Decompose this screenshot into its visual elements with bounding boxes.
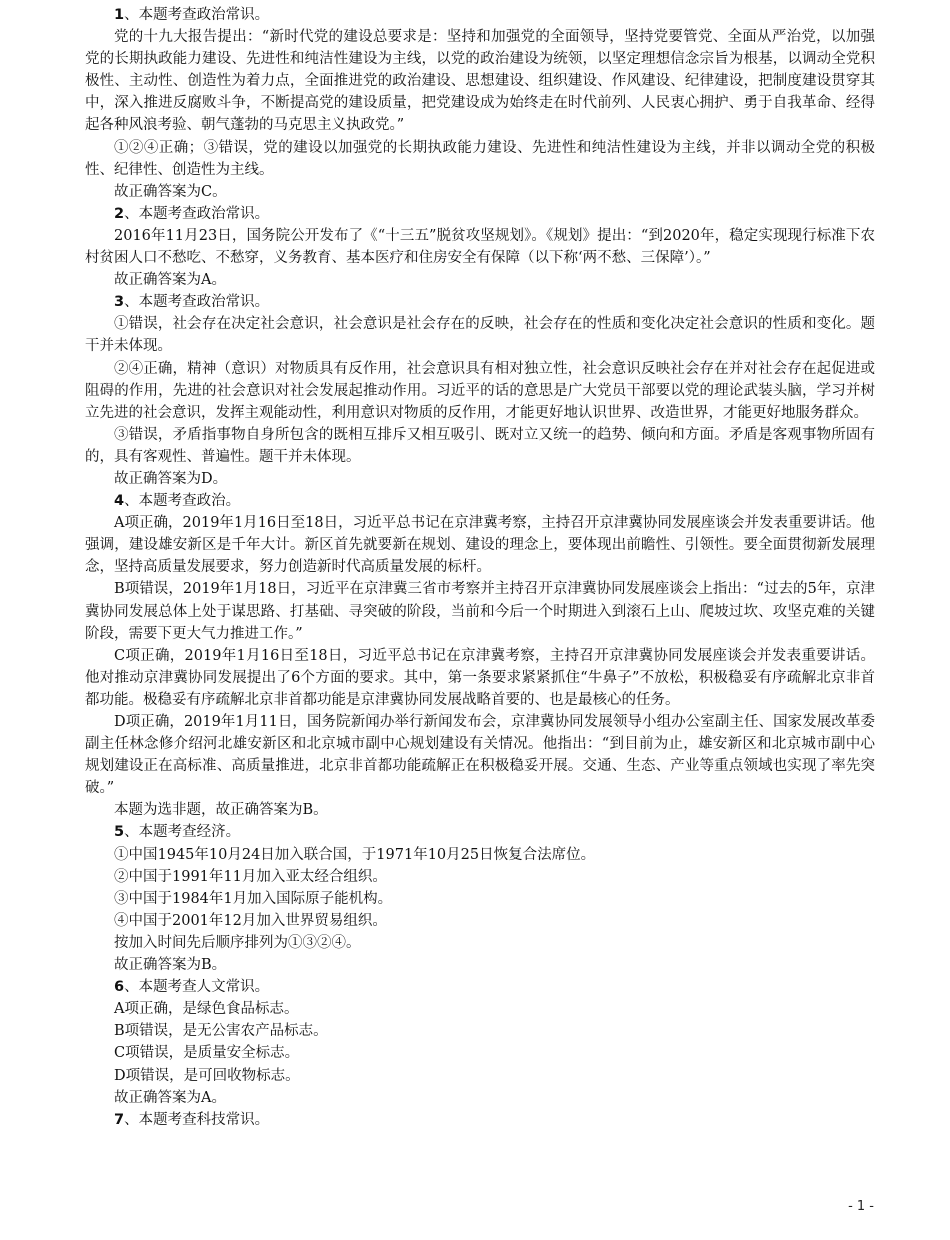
answer-line: 故正确答案为A。 — [114, 272, 226, 289]
answer-line: 故正确答案为B。 — [114, 957, 227, 974]
paragraph: ②④正确，精神（意识）对物质具有反作用，社会意识具有相对独立性，社会意识反映社会存在并对社会存在起促进或阻碍的作用，先进的社会意识对社会发展起推动作用。习近平的话的意思是广大党员干部要以党的理论武装头脑，学习并树立先进的社会意识，发挥主观能动性，利用意识对物质的反作用，才能更好地认识世界、改造世界，才能更好地服务群众。 — [85, 360, 875, 421]
question-4-heading — [85, 490, 875, 512]
paragraph: 2016年11月23日，国务院公开发布了《“十三五”脱贫攻坚规划》。《规划》提出：“到2020年，稳定实现现行标准下农村贫困人口不愁吃、不愁穿，义务教育、基本医疗和住房安全有保障（以下称‘两不愁、三保障’）。” — [85, 227, 875, 267]
question-number: 2 — [114, 205, 125, 222]
question-number: 5 — [114, 824, 125, 841]
list-item: ④中国于2001年12月加入世界贸易组织。 — [114, 912, 387, 929]
heading-text: 、本题考查科技常识。 — [124, 1111, 270, 1128]
paragraph: A项正确，2019年1月16日至18日，习近平总书记在京津冀考察，主持召开京津冀协同发展座谈会并发表重要讲话。他强调，建设雄安新区是千年大计。新区首先就要新在规划、建设的理念上，要体现出前瞻性、引领性。要全面贯彻新发展理念，坚持高质量发展要求，努力创造新时代高质量发展的标杆。 — [85, 515, 875, 576]
question-6-heading — [85, 976, 875, 998]
question-7-heading — [85, 1109, 875, 1131]
question-number: 3 — [114, 294, 125, 311]
answer-line: 故正确答案为D。 — [114, 470, 228, 487]
paragraph: D项正确，2019年1月11日，国务院新闻办举行新闻发布会，京津冀协同发展领导小组办公室副主任、国家发展改革委副主任林念修介绍河北雄安新区和北京城市副中心规划建设有关情况。他指出：“到目前为止，雄安新区和北京城市副中心规划建设正在高标准、高质量推进，北京非首都功能疏解正在积极稳妥开展。交通、生态、产业等重点领域也实现了率先突破。” — [85, 714, 875, 797]
question-3-heading — [85, 291, 875, 313]
list-item: A项正确，是绿色食品标志。 — [114, 1001, 299, 1018]
list-item: C项错误，是质量安全标志。 — [114, 1045, 300, 1062]
document-body — [85, 4, 875, 1131]
paragraph: ①错误，社会存在决定社会意识，社会意识是社会存在的反映，社会存在的性质和变化决定社会意识的性质和变化。题干并未体现。 — [85, 316, 875, 355]
question-5-heading — [85, 821, 875, 843]
heading-text: 、本题考查经济。 — [124, 824, 241, 841]
paragraph: 党的十九大报告提出：“新时代党的建设总要求是：坚持和加强党的全面领导，坚持党要管党、全面从严治党，以加强党的长期执政能力建设、先进性和纯洁性建设为主线，以党的政治建设为统领，以坚定理想信念宗旨为根基，以调动全党积极性、主动性、创造性为着力点，全面推进党的政治建设、思想建设、组织建设、作风建设、纪律建设，把制度建设贯穿其中，深入推进反腐败斗争，不断提高党的建设质量，把党建设成为始终走在时代前列、人民衷心拥护、勇于自我革命、经得起各种风浪考验、朝气蓬勃的马克思主义执政党。” — [85, 29, 875, 134]
answer-line: 故正确答案为A。 — [114, 1089, 226, 1106]
list-item: B项错误，是无公害农产品标志。 — [114, 1023, 328, 1040]
paragraph: B项错误，2019年1月18日，习近平在京津冀三省市考察并主持召开京津冀协同发展座谈会上指出：“过去的5年，京津冀协同发展总体上处于谋思路、打基础、寻突破的阶段，当前和今后一个时期进入到滚石上山、爬坡过坎、攻坚克难的关键阶段，需要下更大气力推进工作。” — [85, 581, 875, 642]
list-item: D项错误，是可回收物标志。 — [114, 1067, 300, 1084]
paragraph: ①②④正确；③错误，党的建设以加强党的长期执政能力建设、先进性和纯洁性建设为主线，并非以调动全党的积极性、纪律性、创造性为主线。 — [85, 139, 875, 178]
heading-text: 、本题考查政治常识。 — [124, 205, 270, 222]
question-number: 7 — [114, 1111, 125, 1128]
list-item: ③中国于1984年1月加入国际原子能机构。 — [114, 890, 393, 907]
heading-text: 、本题考查人文常识。 — [124, 979, 270, 996]
page-number: - 1 - — [848, 1199, 874, 1214]
heading-text: 、本题考查政治常识。 — [124, 294, 270, 311]
list-item: ①中国1945年10月24日加入联合国，于1971年10月25日恢复合法席位。 — [114, 846, 596, 863]
question-number: 6 — [114, 979, 125, 996]
list-item: ②中国于1991年11月加入亚太经合组织。 — [114, 868, 387, 885]
question-1-heading — [85, 4, 875, 26]
paragraph: 按加入时间先后顺序排列为①③②④。 — [114, 934, 361, 951]
answer-line: 本题为选非题，故正确答案为B。 — [114, 802, 328, 819]
heading-text: 、本题考查政治。 — [124, 493, 241, 510]
question-2-heading — [85, 203, 875, 225]
answer-line: 故正确答案为C。 — [114, 183, 227, 200]
question-number: 1 — [114, 7, 125, 23]
question-number: 4 — [114, 493, 125, 510]
heading-text: 、本题考查政治常识。 — [124, 7, 270, 23]
paragraph: C项正确，2019年1月16日至18日，习近平总书记在京津冀考察，主持召开京津冀协同发展座谈会并发表重要讲话。他对推动京津冀协同发展提出了6个方面的要求。其中，第一条要求紧紧抓住“牛鼻子”不放松，积极稳妥有序疏解北京非首都功能。极稳妥有序疏解北京非首都功能是京津冀协同发展战略首要的、也是最核心的任务。 — [85, 647, 875, 708]
paragraph: ③错误，矛盾指事物自身所包含的既相互排斥又相互吸引、既对立又统一的趋势、倾向和方面。矛盾是客观事物所固有的，具有客观性、普遍性。题干并未体现。 — [85, 426, 875, 465]
